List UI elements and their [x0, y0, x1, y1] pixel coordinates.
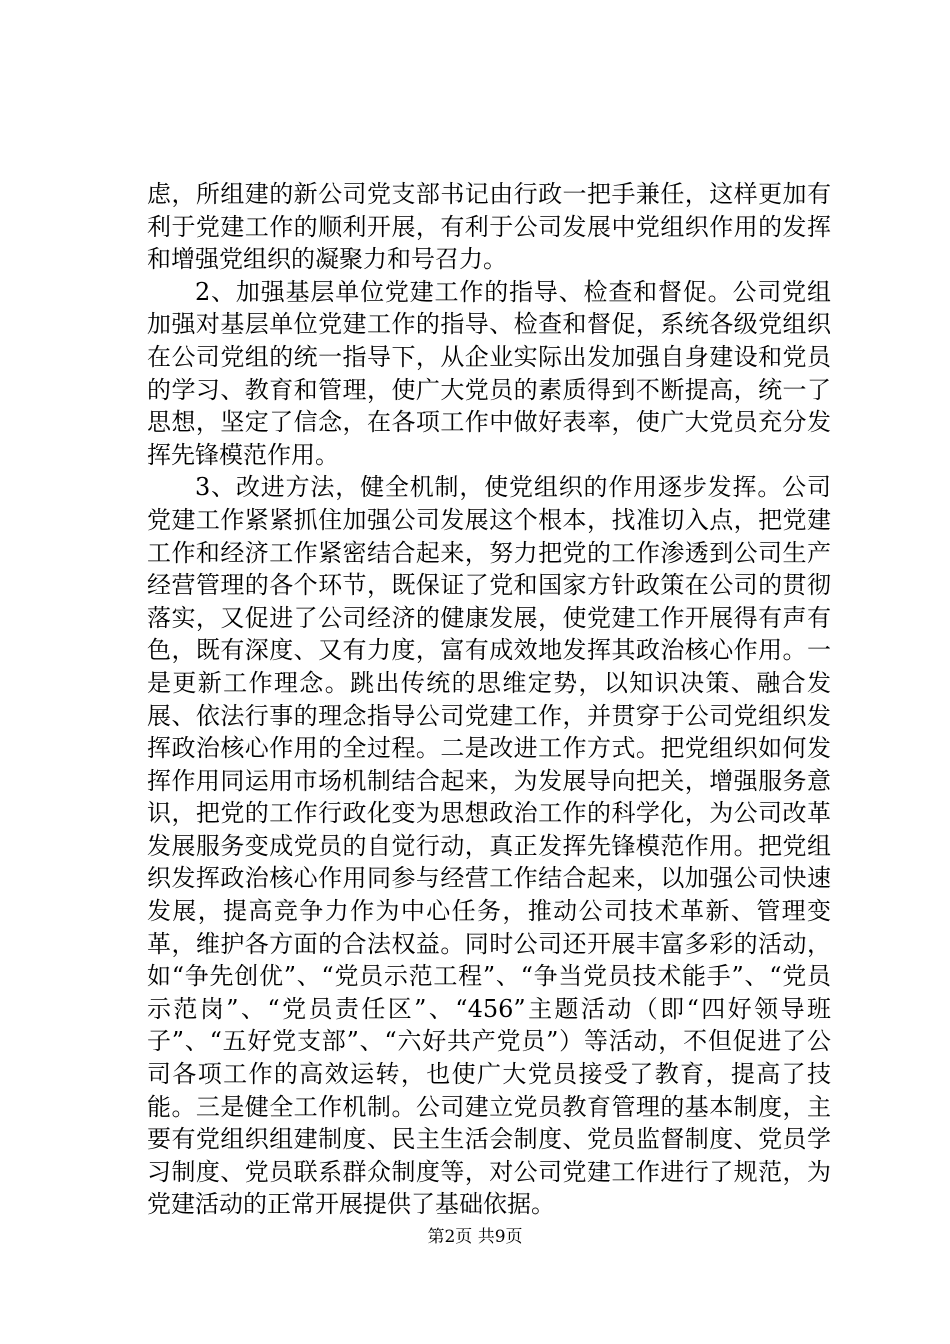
- page-number-footer: 第2页 共9页: [427, 1227, 523, 1247]
- paragraph-item-2: 2、加强基层单位党建工作的指导、检查和督促。公司党组加强对基层单位党建工作的指导、检查和督促，系统各级党组织在公司党组的统一指导下，从企业实际出发加强自身建设和党员的学习、教育和管理，使广大党员的素质得到不断提高，统一了思想，坚定了信念，在各项工作中做好表率，使广大党员充分发挥先锋模范作用。: [147, 277, 831, 469]
- paragraph-item-3: 3、改进方法，健全机制，使党组织的作用逐步发挥。公司党建工作紧紧抓住加强公司发展这个根本，找准切入点，把党建工作和经济工作紧密结合起来，努力把党的工作渗透到公司生产经营管理的各个环节，既保证了党和国家方针政策在公司的贯彻落实，又促进了公司经济的健康发展，使党建工作开展得有声有色，既有深度、又有力度，富有成效地发挥其政治核心作用。一是更新工作理念。跳出传统的思维定势，以知识决策、融合发展、依法行事的理念指导公司党建工作，并贯穿于公司党组织发挥政治核心作用的全过程。二是改进工作方式。把党组织如何发挥作用同运用市场机制结合起来，为发展导向把关，增强服务意识，把党的工作行政化变为思想政治工作的科学化，为公司改革发展服务变成党员的自觉行动，真正发挥先锋模范作用。把党组织发挥政治核心作用同参与经营工作结合起来，以加强公司快速发展，提高竞争力作为中心任务，推动公司技术革新、管理变革，维护各方面的合法权益。同时公司还开展丰富多彩的活动，如“争先创优”、“党员示范工程”、“争当党员技术能手”、“党员示范岗”、“党员责任区”、“456”主题活动（即“四好领导班子”、“五好党支部”、“六好共产党员”）等活动，不但促进了公司各项工作的高效运转，也使广大党员接受了教育，提高了技能。三是健全工作机制。公司建立党员教育管理的基本制度，主要有党组织组建制度、民主生活会制度、党员监督制度、党员学习制度、党员联系群众制度等，对公司党建工作进行了规范，为党建活动的正常开展提供了基础依据。: [147, 473, 831, 1219]
- paragraph-continuation: 虑，所组建的新公司党支部书记由行政一把手兼任，这样更加有利于党建工作的顺利开展，有利于公司发展中党组织作用的发挥和增强党组织的凝聚力和号召力。: [147, 180, 831, 274]
- body-text: [147, 178, 831, 1221]
